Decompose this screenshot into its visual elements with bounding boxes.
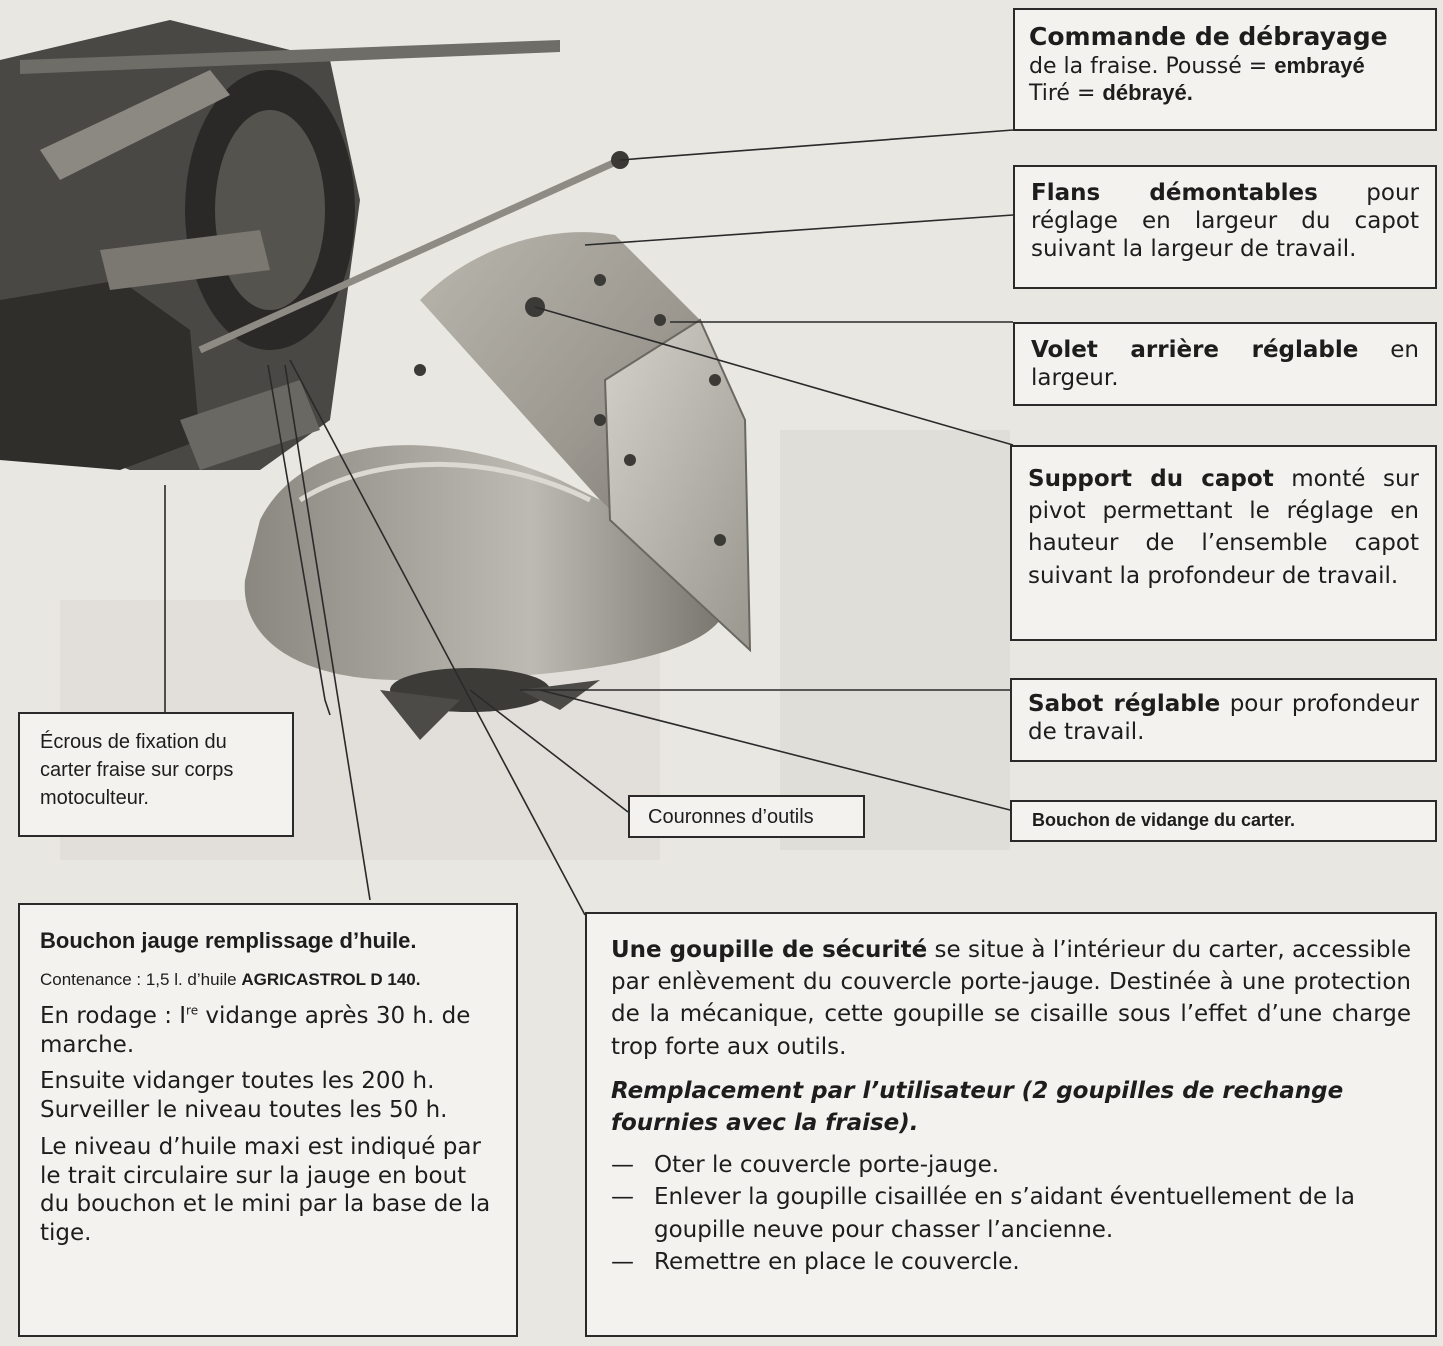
commande-title: Commande de débrayage: [1029, 22, 1388, 51]
jauge-rodage-b: vidange après 30 h. de marche.: [40, 1002, 471, 1058]
goupille-remplacement: Remplacement par l’utilisateur (2 goupilles de rechange fournies avec la fraise).: [611, 1077, 1344, 1136]
callout-flans-demontables: [1013, 165, 1437, 289]
ecrous-text: Écrous de fixation du carter fraise sur corps motoculteur.: [40, 731, 234, 809]
bouchon-vidange-text: Bouchon de vidange du carter.: [1032, 810, 1296, 830]
callout-ecrous-fixation: [18, 712, 294, 837]
goupille-step: [611, 1149, 1411, 1181]
callout-volet-arriere: [1013, 322, 1437, 406]
jauge-niveau: Le niveau d’huile maxi est indiqué par le trait circulaire sur la jauge en bout du bouchon et le mini par la base de la tige.: [40, 1133, 491, 1246]
callout-bouchon-vidange: [1010, 800, 1437, 842]
jauge-contenance: Contenance : 1,5 l. d’huile: [40, 969, 242, 989]
callout-support-capot: [1010, 445, 1437, 641]
goupille-step: [611, 1181, 1411, 1245]
support-text: monté sur pivot permettant le réglage en hauteur de l’ensemble capot suivant la profondeur de travail.: [1028, 466, 1419, 589]
jauge-contenance-bold: AGRICASTROL D 140.: [241, 969, 421, 989]
callout-couronnes-outils: [628, 795, 865, 838]
sabot-title: Sabot réglable: [1028, 691, 1221, 717]
volet-text: en largeur.: [1031, 337, 1419, 392]
callout-sabot-reglable: [1010, 678, 1437, 762]
commande-line1-bold: embrayé: [1274, 52, 1365, 78]
couronnes-text: Couronnes d’outils: [648, 806, 814, 828]
goupille-step-text: Remettre en place le couvercle.: [654, 1248, 1020, 1275]
jauge-ensuite: Ensuite vidanger toutes les 200 h.: [40, 1068, 435, 1095]
goupille-step: [611, 1246, 1411, 1278]
callout-commande-debrayage: [1013, 8, 1437, 131]
commande-line2: Tiré =: [1029, 81, 1103, 107]
commande-line1: de la fraise. Poussé =: [1029, 53, 1275, 79]
volet-title: Volet arrière réglable: [1031, 337, 1359, 363]
commande-line2-bold: débrayé.: [1102, 80, 1193, 106]
flans-title: Flans démontables: [1031, 180, 1318, 206]
goupille-step-text: Oter le couvercle porte-jauge.: [654, 1152, 1000, 1179]
support-title: Support du capot: [1028, 466, 1274, 492]
dash-bullet: —: [611, 1152, 634, 1179]
jauge-title: Bouchon jauge remplissage d’huile.: [40, 928, 417, 953]
jauge-rodage-sup: re: [186, 1003, 199, 1018]
goupille-title: Une goupille de sécurité: [611, 937, 928, 963]
jauge-rodage-a: En rodage : I: [40, 1002, 187, 1029]
goupille-step-text: Enlever la goupille cisaillée en s’aidant éventuellement de la goupille neuve pour chasser l’ancienne.: [654, 1184, 1355, 1243]
dash-bullet: —: [611, 1184, 634, 1211]
dash-bullet: —: [611, 1248, 634, 1275]
goupille-info-box: [585, 912, 1437, 1337]
jauge-info-box: [18, 903, 518, 1337]
goupille-text: se situe à l’intérieur du carter, accessible par enlèvement du couvercle porte-jauge. Destinée à une protection de la mécanique, cette goupille se cisaille sous l’effet d’une charge trop forte aux outils.: [611, 937, 1411, 1060]
sabot-text: pour profondeur de travail.: [1028, 691, 1419, 746]
flans-text: pour réglage en largeur du capot suivant la largeur de travail.: [1031, 180, 1419, 263]
jauge-surveiller: Surveiller le niveau toutes les 50 h.: [40, 1097, 448, 1123]
